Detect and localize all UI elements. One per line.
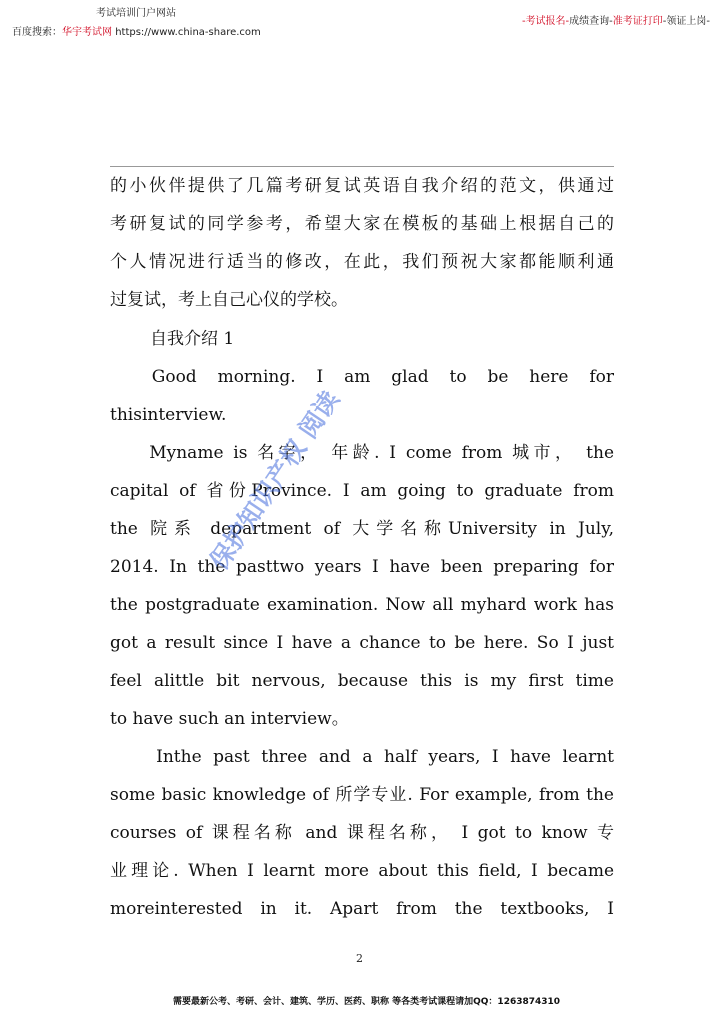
text-line: the postgraduate examination. Now all myhard work has xyxy=(110,595,614,615)
text-line: 考研复试的同学参考，希望大家在模板的基础上根据自己的 xyxy=(110,214,614,234)
link-score-query[interactable]: 成绩查询- xyxy=(569,16,613,27)
text-line: 业理论. When I learnt more about this field, I became xyxy=(110,861,614,881)
site-url[interactable]: https://www.china-share.com xyxy=(115,27,261,38)
watermark: 保护知识产权 阅读 xyxy=(204,385,345,575)
text-line: Inthe past three and a half years, I have learnt xyxy=(110,747,614,767)
intro-paragraph xyxy=(110,167,614,319)
text-line: some basic knowledge of 所学专业. For example, from the xyxy=(110,785,614,805)
text-line: capital of 省份Province. I am going to graduate from xyxy=(110,481,614,501)
text-line: Good morning. I am glad to be here for xyxy=(110,367,614,387)
link-admission-ticket[interactable]: 准考证打印 xyxy=(612,16,663,27)
paragraph-1 xyxy=(110,358,614,434)
search-label: 百度搜索： xyxy=(12,27,62,38)
text-line: to have such an interview。 xyxy=(110,709,349,729)
text-line: 的小伙伴提供了几篇考研复试英语自我介绍的范文，供通过 xyxy=(110,176,614,196)
text-line: courses of 课程名称 and 课程名称， I got to know 专 xyxy=(110,823,614,843)
text-line: feel alittle bit nervous, because this is my first time xyxy=(110,671,614,691)
text-line: moreinterested in it. Apart from the textbooks, I xyxy=(110,899,614,919)
page-number: 2 xyxy=(356,952,363,965)
header-links xyxy=(522,12,710,27)
text-line: Myname is 名字， 年龄. I come from 城市， the xyxy=(110,443,614,463)
site-name: 考试培训门户网站 xyxy=(96,8,176,19)
search-hint xyxy=(12,23,261,38)
footer-ad: 需要最新公考、考研、会计、建筑、学历、医药、职称 等各类考试课程请加QQ：1263874310 xyxy=(173,997,561,1007)
text-line: 2014. In the pasttwo years I have been preparing for xyxy=(110,557,614,577)
text-line: thisinterview. xyxy=(110,405,227,425)
link-exam-registration[interactable]: -考试报名- xyxy=(521,16,570,27)
search-keyword[interactable]: 华宇考试网 xyxy=(62,27,112,38)
text-line: 个人情况进行适当的修改，在此，我们预祝大家都能顺利通 xyxy=(110,252,614,272)
text-line: the 院系 department of 大学名称University in July, xyxy=(110,519,614,539)
section-heading: 自我介绍 1 xyxy=(150,329,235,349)
paragraph-3 xyxy=(110,738,614,928)
paragraph-2 xyxy=(110,434,614,738)
link-certificate[interactable]: -领证上岗- xyxy=(662,16,710,27)
text-line: got a result since I have a chance to be here. So I just xyxy=(110,633,614,653)
text-line: 过复试，考上自己心仪的学校。 xyxy=(110,290,348,310)
